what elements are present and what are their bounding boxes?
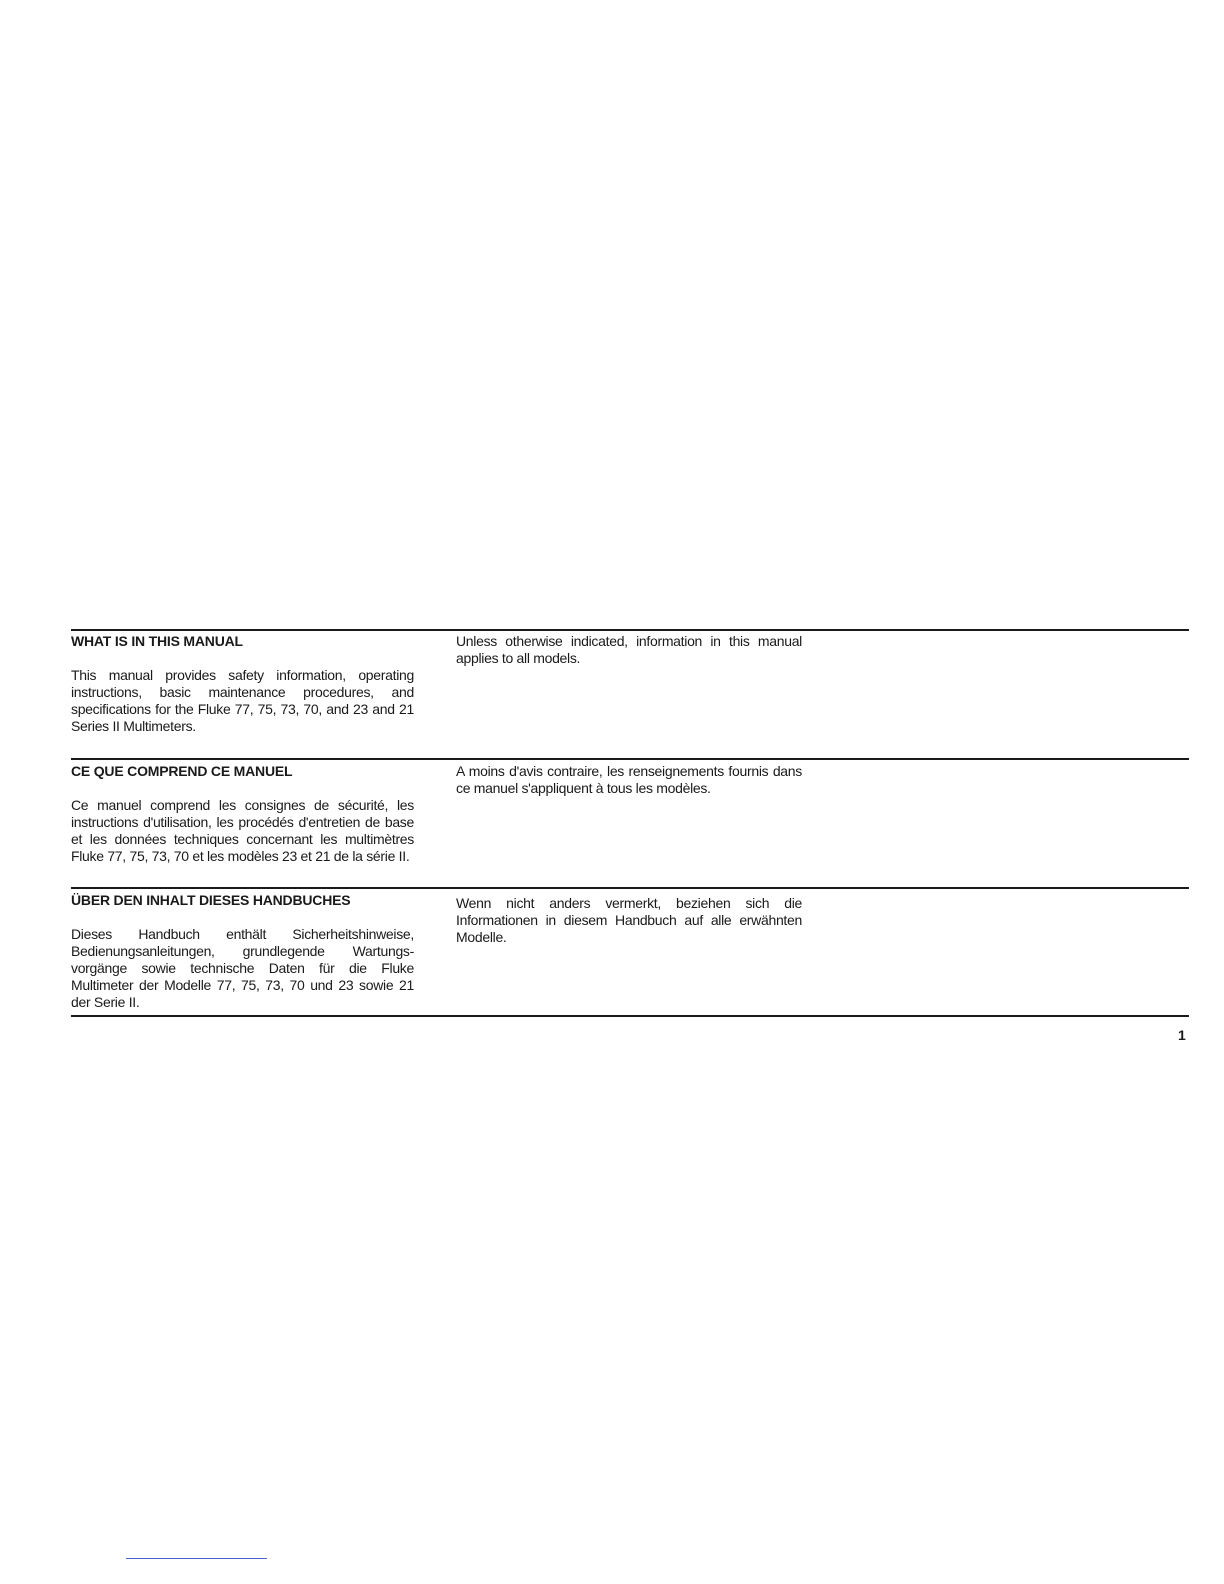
- section-french-main: [71, 763, 414, 865]
- section-german-note: Wenn nicht anders vermerkt, beziehen sich die Informationen in diesem Handbuch auf alle erwähnten Modelle.: [456, 895, 802, 945]
- section-divider-french: [71, 758, 1189, 760]
- section-german-heading: ÜBER DEN INHALT DIESES HANDBUCHES: [71, 892, 351, 908]
- section-french-note-column: [456, 763, 802, 797]
- section-german-main: [71, 892, 414, 1011]
- section-divider-german: [71, 887, 1189, 889]
- section-english-heading: WHAT IS IN THIS MANUAL: [71, 633, 243, 649]
- section-english-body: This manual provides safety information, operating instructions, basic maintenance procedures, and specifications for the Fluke 77, 75, 73, 70, and 23 and 21 Series II Multimeters.: [71, 667, 414, 734]
- section-divider-bottom: [71, 1015, 1189, 1017]
- section-french-body: Ce manuel comprend les consignes de sécurité, les instructions d'utilisation, les procédés d'entretien de base et les données techniques concernant les multimètres Fluke 77, 75, 73, 70 et les modèles 23 et 21 de la série II.: [71, 797, 414, 864]
- section-english-note: Unless otherwise indicated, information in this manual applies to all models.: [456, 633, 802, 666]
- page-number: 1: [1178, 1027, 1186, 1043]
- section-divider-top: [71, 629, 1189, 631]
- section-english-note-column: [456, 633, 802, 667]
- section-french-note: A moins d'avis contraire, les renseignements fournis dans ce manuel s'appliquent à tous les modèles.: [456, 763, 802, 796]
- section-german-body: Dieses Handbuch enthält Sicherheitshinweise, Bedienungsanleitungen, grundlegende Wartungs-vorgänge sowie technische Daten für die Fluke Multimeter der Modelle 77, 75, 73, 70 und 23 sowie 21 der Serie II.: [71, 926, 414, 1010]
- section-german-note-column: [456, 892, 802, 946]
- section-english-main: [71, 633, 414, 735]
- scan-margin-line: [126, 1558, 267, 1559]
- section-french-heading: CE QUE COMPREND CE MANUEL: [71, 763, 293, 779]
